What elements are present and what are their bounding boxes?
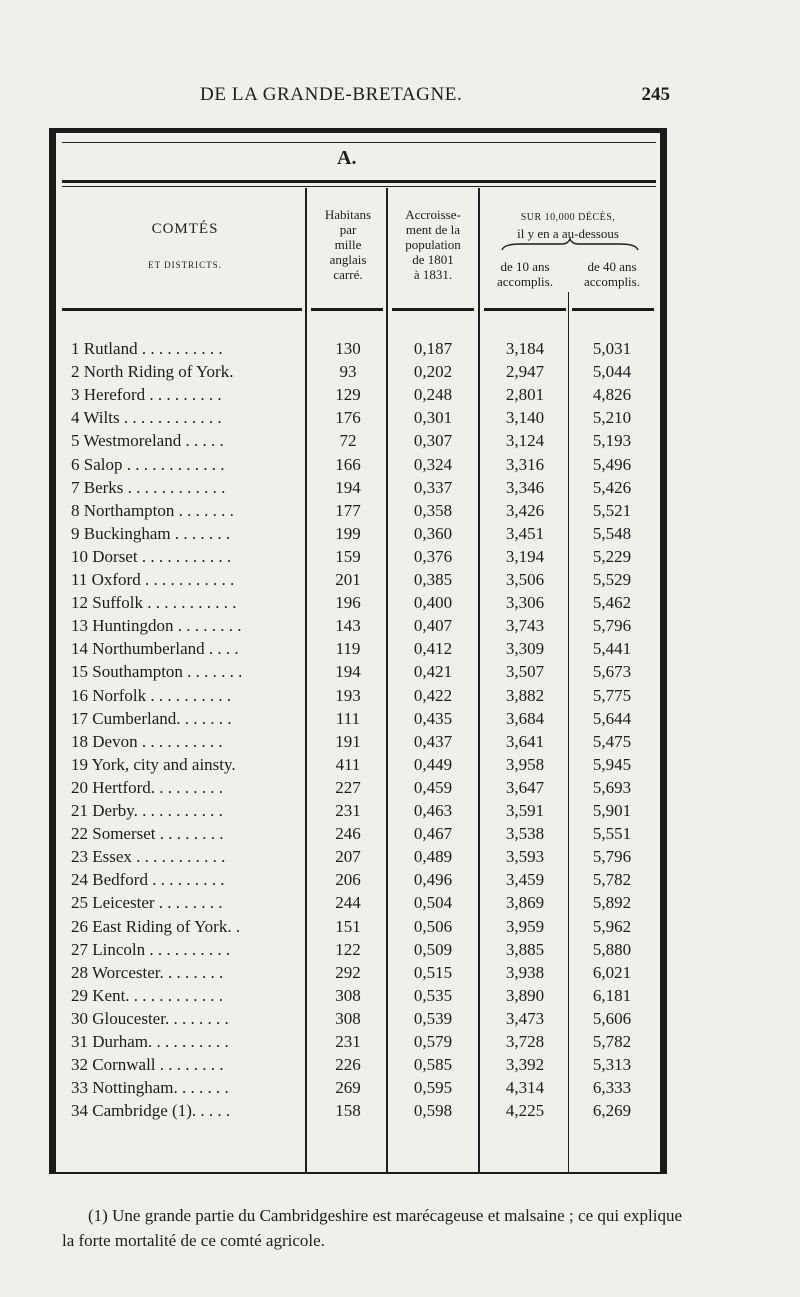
header-deces-40 bbox=[570, 259, 654, 289]
accroissement-value: 0,579 bbox=[413, 1032, 453, 1051]
deces-40-value: 5,229 bbox=[592, 546, 632, 566]
table-row bbox=[0, 868, 800, 891]
table-row bbox=[0, 1053, 800, 1076]
habitants-value: 93 bbox=[339, 362, 357, 382]
county-name: 21 Derby. . . . . . . . . . . bbox=[71, 801, 223, 820]
deces-40-value: 5,880 bbox=[592, 939, 632, 959]
table-inner-rule bbox=[62, 142, 656, 143]
deces-10-value: 3,451 bbox=[505, 523, 545, 543]
deces-40-value: 5,548 bbox=[592, 523, 632, 543]
deces-40-value: 5,901 bbox=[592, 801, 632, 820]
deces-10-value: 3,473 bbox=[505, 1008, 545, 1028]
habitants-value: 176 bbox=[335, 408, 361, 428]
deces-10-value: 2,801 bbox=[505, 385, 545, 405]
header-bottom-rule bbox=[311, 308, 383, 311]
header-deces-10 bbox=[482, 259, 568, 289]
deces-40-value: 5,496 bbox=[592, 454, 632, 474]
brace-icon bbox=[500, 238, 640, 252]
header-habitants-line: mille bbox=[334, 237, 362, 252]
habitants-value: 246 bbox=[335, 824, 361, 844]
table-row bbox=[0, 476, 800, 499]
page-number: 245 bbox=[641, 84, 670, 105]
deces-10-value: 4,225 bbox=[505, 1101, 545, 1121]
table-row bbox=[0, 915, 800, 938]
deces-40-value: 5,521 bbox=[592, 500, 632, 520]
header-bottom-rule bbox=[62, 308, 302, 311]
deces-10-value: 3,593 bbox=[505, 847, 545, 867]
deces-10-value: 3,959 bbox=[505, 916, 545, 936]
habitants-value: 111 bbox=[335, 708, 361, 728]
habitants-value: 151 bbox=[335, 916, 361, 936]
accroissement-value: 0,307 bbox=[413, 431, 453, 451]
deces-10-value: 3,641 bbox=[505, 731, 545, 751]
accroissement-value: 0,358 bbox=[413, 500, 453, 520]
county-name: 12 Suffolk . . . . . . . . . . . bbox=[71, 593, 237, 613]
table-letter: A. bbox=[337, 147, 357, 169]
county-name: 6 Salop . . . . . . . . . . . . bbox=[71, 454, 225, 474]
accroissement-value: 0,463 bbox=[413, 801, 453, 820]
accroissement-value: 0,509 bbox=[413, 939, 453, 959]
header-accroissement-line: ment de la bbox=[405, 222, 461, 237]
header-districts: ET DISTRICTS. bbox=[148, 260, 222, 270]
county-name: 20 Hertford. . . . . . . . . bbox=[71, 777, 224, 797]
table-row bbox=[0, 984, 800, 1007]
habitants-value: 269 bbox=[335, 1078, 361, 1098]
accroissement-value: 0,515 bbox=[413, 962, 453, 982]
table-row bbox=[0, 799, 800, 822]
header-deces: SUR 10,000 DÉCÈS, bbox=[520, 212, 616, 223]
deces-10-value: 3,506 bbox=[505, 570, 545, 589]
header-habitants-line: Habitans bbox=[324, 207, 372, 222]
deces-10-value: 4,314 bbox=[505, 1078, 545, 1098]
table-row bbox=[0, 429, 800, 452]
deces-10-value: 3,591 bbox=[505, 801, 545, 820]
table-row bbox=[0, 1030, 800, 1053]
accroissement-value: 0,489 bbox=[413, 847, 453, 867]
accroissement-value: 0,385 bbox=[413, 570, 453, 589]
deces-10-value: 3,647 bbox=[505, 777, 545, 797]
header-habitants bbox=[308, 207, 388, 282]
header-accroissement-line: à 1831. bbox=[413, 267, 453, 282]
county-name: 29 Kent. . . . . . . . . . . . bbox=[71, 985, 224, 1005]
county-name: 7 Berks . . . . . . . . . . . . bbox=[71, 477, 226, 497]
accroissement-value: 0,467 bbox=[413, 824, 453, 844]
accroissement-value: 0,422 bbox=[413, 685, 453, 705]
county-name: 31 Durham. . . . . . . . . . bbox=[71, 1032, 229, 1051]
habitants-value: 227 bbox=[335, 777, 361, 797]
table-row bbox=[0, 961, 800, 984]
county-name: 23 Essex . . . . . . . . . . . bbox=[71, 847, 226, 867]
header-bottom-rule bbox=[572, 308, 654, 311]
table-row bbox=[0, 1076, 800, 1099]
table-row bbox=[0, 707, 800, 730]
deces-10-value: 3,882 bbox=[505, 685, 545, 705]
deces-40-value: 6,181 bbox=[592, 985, 632, 1005]
accroissement-value: 0,585 bbox=[413, 1055, 453, 1075]
deces-10-value: 3,316 bbox=[505, 454, 545, 474]
accroissement-value: 0,595 bbox=[413, 1078, 453, 1098]
habitants-value: 177 bbox=[335, 500, 361, 520]
deces-40-value: 5,529 bbox=[592, 570, 632, 589]
table-row bbox=[0, 360, 800, 383]
running-title: DE LA GRANDE-BRETAGNE. bbox=[200, 84, 463, 105]
table-row bbox=[0, 684, 800, 707]
accroissement-value: 0,506 bbox=[413, 916, 453, 936]
deces-10-value: 3,124 bbox=[505, 431, 545, 451]
habitants-value: 206 bbox=[335, 870, 361, 890]
header-habitants-line: par bbox=[339, 222, 357, 237]
habitants-value: 231 bbox=[335, 801, 361, 820]
accroissement-value: 0,376 bbox=[413, 546, 453, 566]
table-row bbox=[0, 406, 800, 429]
deces-40-value: 5,892 bbox=[592, 893, 632, 913]
deces-40-value: 5,210 bbox=[592, 408, 632, 428]
deces-40-value: 5,673 bbox=[592, 662, 632, 682]
habitants-value: 231 bbox=[335, 1032, 361, 1051]
habitants-value: 166 bbox=[335, 454, 361, 474]
county-name: 14 Northumberland . . . . bbox=[71, 639, 239, 659]
table-row bbox=[0, 568, 800, 591]
county-name: 32 Cornwall . . . . . . . . bbox=[71, 1055, 224, 1075]
header-deces-40-line: de 40 ans bbox=[587, 259, 637, 274]
deces-40-value: 5,962 bbox=[592, 916, 632, 936]
county-name: 34 Cambridge (1). . . . . bbox=[71, 1101, 231, 1121]
deces-10-value: 3,346 bbox=[505, 477, 545, 497]
deces-10-value: 3,507 bbox=[505, 662, 545, 682]
county-name: 25 Leicester . . . . . . . . bbox=[71, 893, 223, 913]
deces-10-value: 3,392 bbox=[505, 1055, 545, 1075]
deces-40-value: 5,644 bbox=[592, 708, 632, 728]
accroissement-value: 0,435 bbox=[413, 708, 453, 728]
deces-40-value: 5,693 bbox=[592, 777, 632, 797]
deces-40-value: 5,945 bbox=[592, 754, 632, 774]
county-name: 24 Bedford . . . . . . . . . bbox=[71, 870, 225, 890]
deces-40-value: 5,426 bbox=[592, 477, 632, 497]
habitants-value: 196 bbox=[335, 593, 361, 613]
accroissement-value: 0,412 bbox=[413, 639, 453, 659]
deces-10-value: 3,309 bbox=[505, 639, 545, 659]
habitants-value: 226 bbox=[335, 1055, 361, 1075]
header-comtes: COMTÉS bbox=[151, 221, 219, 237]
habitants-value: 292 bbox=[335, 962, 361, 982]
deces-40-value: 5,462 bbox=[592, 593, 632, 613]
deces-40-value: 6,021 bbox=[592, 962, 632, 982]
habitants-value: 130 bbox=[335, 339, 361, 358]
county-name: 11 Oxford . . . . . . . . . . . bbox=[71, 570, 235, 589]
habitants-value: 191 bbox=[335, 731, 361, 751]
county-name: 33 Nottingham. . . . . . . bbox=[71, 1078, 229, 1098]
county-name: 13 Huntingdon . . . . . . . . bbox=[71, 616, 242, 636]
accroissement-value: 0,598 bbox=[413, 1101, 453, 1121]
accroissement-value: 0,360 bbox=[413, 523, 453, 543]
deces-10-value: 3,140 bbox=[505, 408, 545, 428]
county-name: 27 Lincoln . . . . . . . . . . bbox=[71, 939, 231, 959]
county-name: 9 Buckingham . . . . . . . bbox=[71, 523, 231, 543]
deces-40-value: 5,775 bbox=[592, 685, 632, 705]
county-name: 15 Southampton . . . . . . . bbox=[71, 662, 243, 682]
deces-40-value: 5,441 bbox=[592, 639, 632, 659]
deces-40-value: 6,269 bbox=[592, 1101, 632, 1121]
habitants-value: 193 bbox=[335, 685, 361, 705]
county-name: 28 Worcester. . . . . . . . bbox=[71, 962, 224, 982]
table-row bbox=[0, 660, 800, 683]
deces-40-value: 5,193 bbox=[592, 431, 632, 451]
header-accroissement bbox=[390, 207, 476, 282]
deces-10-value: 3,890 bbox=[505, 985, 545, 1005]
county-name: 3 Hereford . . . . . . . . . bbox=[71, 385, 222, 405]
deces-10-value: 3,306 bbox=[505, 593, 545, 613]
county-name: 18 Devon . . . . . . . . . . bbox=[71, 731, 223, 751]
accroissement-value: 0,459 bbox=[413, 777, 453, 797]
table-row bbox=[0, 614, 800, 637]
habitants-value: 119 bbox=[335, 639, 361, 659]
deces-40-value: 6,333 bbox=[592, 1078, 632, 1098]
deces-10-value: 3,958 bbox=[505, 754, 545, 774]
county-name: 5 Westmoreland . . . . . bbox=[71, 431, 224, 451]
habitants-value: 308 bbox=[335, 1008, 361, 1028]
deces-10-value: 3,743 bbox=[505, 616, 545, 636]
table-row bbox=[0, 591, 800, 614]
accroissement-value: 0,535 bbox=[413, 985, 453, 1005]
accroissement-value: 0,324 bbox=[413, 454, 453, 474]
running-head bbox=[200, 84, 670, 110]
header-deces-40-line: accomplis. bbox=[584, 274, 640, 289]
accroissement-value: 0,400 bbox=[413, 593, 453, 613]
accroissement-value: 0,437 bbox=[413, 731, 453, 751]
table-row bbox=[0, 776, 800, 799]
habitants-value: 411 bbox=[335, 754, 361, 774]
county-name: 17 Cumberland. . . . . . . bbox=[71, 708, 232, 728]
county-name: 22 Somerset . . . . . . . . bbox=[71, 824, 224, 844]
accroissement-value: 0,301 bbox=[413, 408, 453, 428]
accroissement-value: 0,496 bbox=[413, 870, 453, 890]
county-name: 8 Northampton . . . . . . . bbox=[71, 500, 234, 520]
county-name: 4 Wilts . . . . . . . . . . . . bbox=[71, 408, 222, 428]
table-row bbox=[0, 522, 800, 545]
deces-40-value: 5,782 bbox=[592, 870, 632, 890]
habitants-value: 244 bbox=[335, 893, 361, 913]
deces-40-value: 5,313 bbox=[592, 1055, 632, 1075]
habitants-value: 194 bbox=[335, 477, 361, 497]
county-name: 30 Gloucester. . . . . . . . bbox=[71, 1008, 229, 1028]
habitants-value: 122 bbox=[335, 939, 361, 959]
accroissement-value: 0,248 bbox=[413, 385, 453, 405]
accroissement-value: 0,421 bbox=[413, 662, 453, 682]
header-accroissement-line: de 1801 bbox=[412, 252, 454, 267]
header-rule-thick bbox=[62, 180, 656, 183]
deces-40-value: 5,796 bbox=[592, 616, 632, 636]
header-bottom-rule bbox=[484, 308, 566, 311]
county-name: 1 Rutland . . . . . . . . . . bbox=[71, 339, 223, 358]
habitants-value: 158 bbox=[335, 1101, 361, 1121]
county-name: 26 East Riding of York. . bbox=[71, 916, 241, 936]
header-habitants-line: anglais bbox=[329, 252, 367, 267]
deces-40-value: 5,796 bbox=[592, 847, 632, 867]
header-accroissement-line: population bbox=[405, 237, 461, 252]
table-row bbox=[0, 730, 800, 753]
accroissement-value: 0,202 bbox=[413, 362, 453, 382]
header-deces-sub: il y en a au-dessous bbox=[517, 226, 619, 241]
table-row bbox=[0, 891, 800, 914]
footnote: (1) Une grande partie du Cambridgeshire est marécageuse et malsaine ; ce qui explique la forte mortalité de ce comté agricole. bbox=[62, 1206, 682, 1250]
header-accroissement-line: Accroisse- bbox=[405, 207, 461, 222]
header-bottom-rule bbox=[392, 308, 474, 311]
habitants-value: 308 bbox=[335, 985, 361, 1005]
table-row bbox=[0, 545, 800, 568]
county-name: 19 York, city and ainsty. bbox=[71, 754, 236, 774]
deces-40-value: 5,782 bbox=[592, 1032, 632, 1051]
county-name: 10 Dorset . . . . . . . . . . . bbox=[71, 546, 232, 566]
table-row bbox=[0, 1099, 800, 1122]
deces-10-value: 3,885 bbox=[505, 939, 545, 959]
table-row bbox=[0, 453, 800, 476]
county-name: 2 North Riding of York. bbox=[71, 362, 234, 382]
accroissement-value: 0,539 bbox=[413, 1008, 453, 1028]
accroissement-value: 0,187 bbox=[413, 339, 453, 358]
table-row bbox=[0, 1007, 800, 1030]
accroissement-value: 0,504 bbox=[413, 893, 453, 913]
deces-40-value: 5,031 bbox=[592, 339, 632, 358]
county-name: 16 Norfolk . . . . . . . . . . bbox=[71, 685, 232, 705]
accroissement-value: 0,337 bbox=[413, 477, 453, 497]
header-rule-thin bbox=[62, 186, 656, 187]
habitants-value: 201 bbox=[335, 570, 361, 589]
deces-10-value: 3,459 bbox=[505, 870, 545, 890]
deces-10-value: 3,869 bbox=[505, 893, 545, 913]
deces-40-value: 4,826 bbox=[592, 385, 632, 405]
habitants-value: 72 bbox=[339, 431, 357, 451]
deces-10-value: 3,728 bbox=[505, 1032, 545, 1051]
table-row bbox=[0, 499, 800, 522]
habitants-value: 143 bbox=[335, 616, 361, 636]
deces-10-value: 3,538 bbox=[505, 824, 545, 844]
habitants-value: 207 bbox=[335, 847, 361, 867]
header-habitants-line: carré. bbox=[333, 267, 363, 282]
deces-10-value: 3,426 bbox=[505, 500, 545, 520]
table-row bbox=[0, 637, 800, 660]
habitants-value: 194 bbox=[335, 662, 361, 682]
table-row bbox=[0, 938, 800, 961]
deces-10-value: 2,947 bbox=[505, 362, 545, 382]
habitants-value: 159 bbox=[335, 546, 361, 566]
deces-10-value: 3,184 bbox=[505, 339, 545, 358]
table-row bbox=[0, 822, 800, 845]
header-deces-10-line: de 10 ans bbox=[500, 259, 550, 274]
deces-40-value: 5,551 bbox=[592, 824, 632, 844]
accroissement-value: 0,407 bbox=[413, 616, 453, 636]
deces-10-value: 3,194 bbox=[505, 546, 545, 566]
deces-10-value: 3,938 bbox=[505, 962, 545, 982]
table-row bbox=[0, 383, 800, 406]
table-row bbox=[0, 753, 800, 776]
habitants-value: 129 bbox=[335, 385, 361, 405]
table-row bbox=[0, 845, 800, 868]
habitants-value: 199 bbox=[335, 523, 361, 543]
deces-40-value: 5,475 bbox=[592, 731, 632, 751]
deces-40-value: 5,044 bbox=[592, 362, 632, 382]
deces-40-value: 5,606 bbox=[592, 1008, 632, 1028]
deces-10-value: 3,684 bbox=[505, 708, 545, 728]
table-row bbox=[0, 337, 800, 360]
accroissement-value: 0,449 bbox=[413, 754, 453, 774]
header-deces-10-line: accomplis. bbox=[497, 274, 553, 289]
